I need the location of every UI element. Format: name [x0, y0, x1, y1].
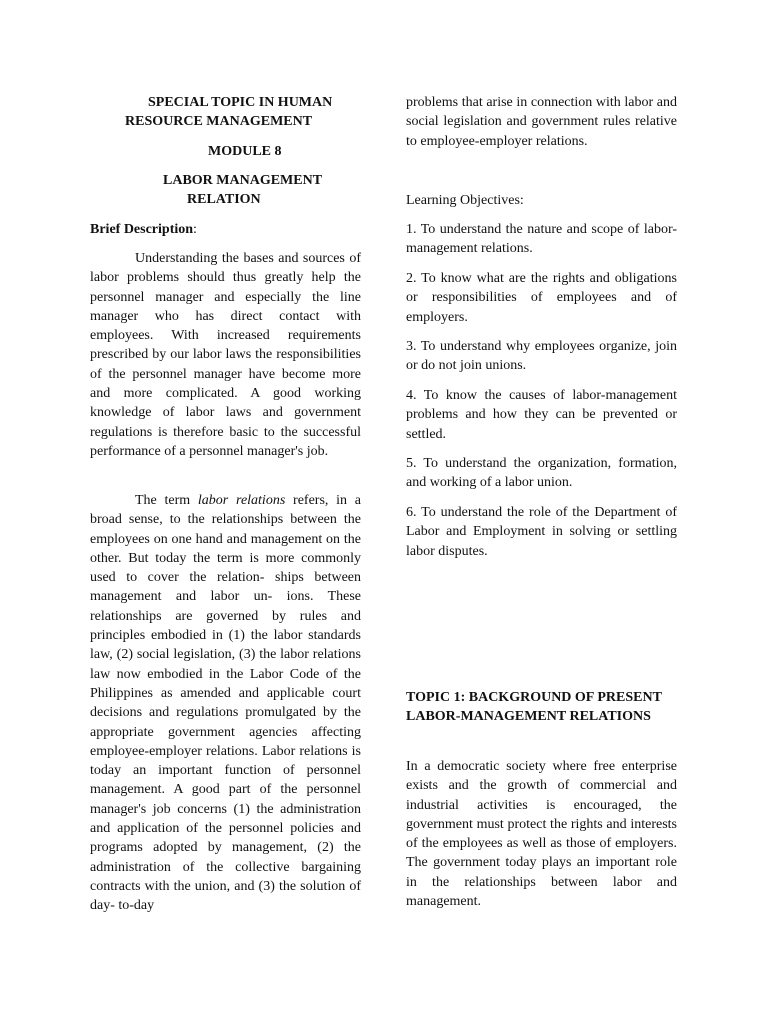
topic-1-heading: TOPIC 1: BACKGROUND OF PRESENT LABOR-MANAGEMENT RELATIONS	[406, 690, 662, 725]
brief-paragraph-1: Understanding the bases and sources of labor problems should thus greatly help the personnel manager and especially the line manager who has direct contact with employees. With increased requirements prescribed by our labor laws the responsibilities of the personnel manager have become more and more complicated. A good working knowledge of labor laws and government regulations is therefore basic to the successful performance of a personnel manager's job.	[90, 251, 361, 459]
brief-heading-colon: :	[193, 222, 197, 237]
brief-paragraph-2	[90, 491, 361, 916]
title-line-2: RESOURCE MANAGEMENT	[125, 114, 313, 129]
objective-item: 1. To understand the nature and scope of labor-management relations.	[406, 222, 677, 257]
para2-italic-term: labor relations	[197, 493, 286, 508]
learning-objectives-heading: Learning Objectives:	[406, 193, 524, 208]
subtitle-line-2: RELATION	[187, 192, 261, 207]
title-line-1: SPECIAL TOPIC IN HUMAN	[148, 95, 333, 110]
continuation-paragraph: problems that arise in connection with labor and social legislation and government rules relative to employee-employer relations.	[406, 95, 677, 149]
subtitle-line-1: LABOR MANAGEMENT	[163, 173, 323, 188]
objective-item: 5. To understand the organization, formation, and working of a labor union.	[406, 456, 677, 491]
brief-description-heading	[90, 220, 361, 239]
objective-item: 3. To understand why employees organize, join or do not join unions.	[406, 339, 677, 374]
brief-heading-text: Brief Description	[90, 222, 194, 237]
objective-item: 6. To understand the role of the Department of Labor and Employment in solving or settling labor disputes.	[406, 505, 677, 559]
para2-text-rest: refers, in a broad sense, to the relationships between the employees on one hand and management on the other. But today the term is more commonly used to cover the relation- ships between management and labor un- ions. These relationships are governed by rules and principles embodied in (1) the labor standards law, (2) social legislation, (3) the labor relations law now embodied in the Labor Code of the Philippines as amended and applicable court decisions and regulations promulgated by the appropriate government agencies affecting employee-employer relations. Labor relations is today an important function of personnel management. A good part of the personnel manager's job concerns (1) the administration and application of the personnel policies and programs adopted by management, (2) the administration of the collective bargaining contracts with the union, and (3) the solution of day- to-day	[90, 493, 361, 914]
objective-item: 2. To know what are the rights and obligations or responsibilities of employees and of employers.	[406, 271, 677, 325]
para2-text-start: The term	[135, 493, 198, 508]
topic-1-paragraph: In a democratic society where free enterprise exists and the growth of commercial and industrial activities is encouraged, the government must protect the rights and interests of the employees as well as those of employers. The government today plays an important role in the relationships between labor and management.	[406, 759, 677, 910]
module-number: MODULE 8	[208, 144, 282, 159]
objective-item: 4. To know the causes of labor-management problems and how they can be prevented or settled.	[406, 388, 677, 442]
